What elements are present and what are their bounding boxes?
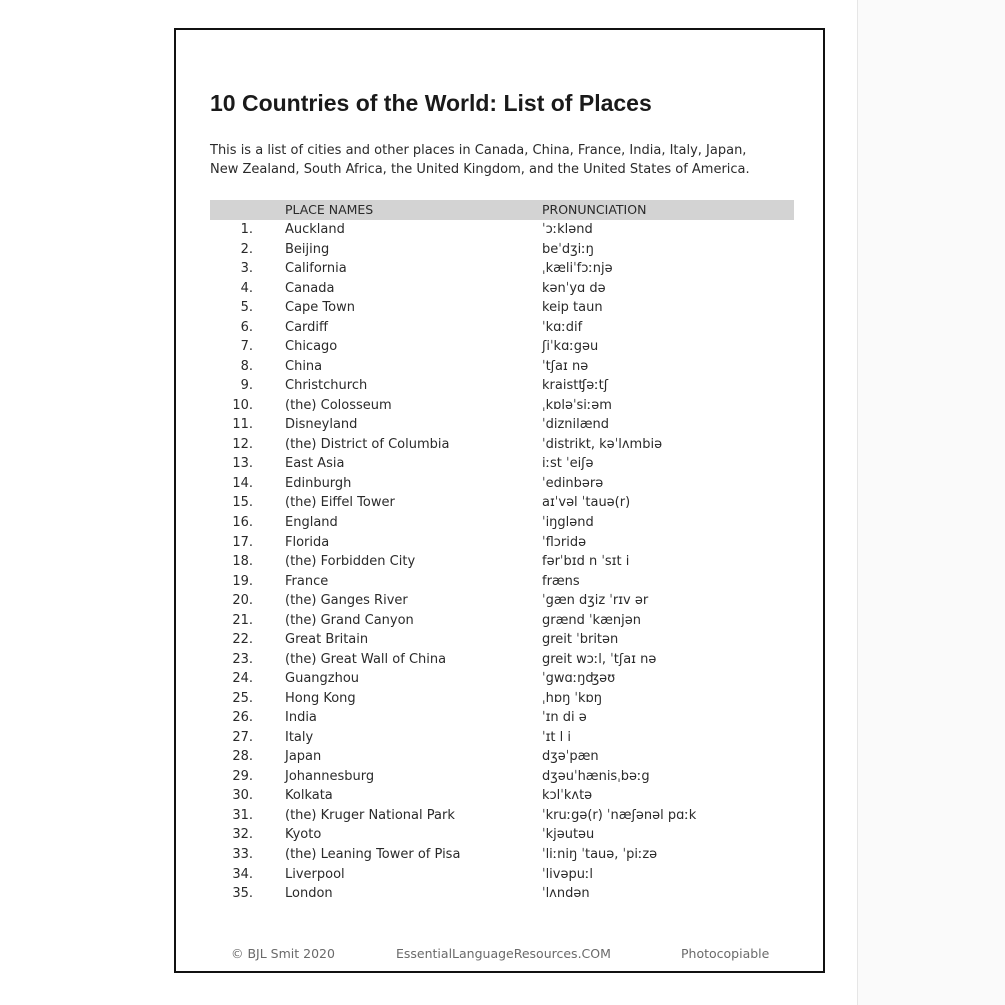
row-number: 14. (232, 475, 253, 491)
place-name: (the) Ganges River (285, 593, 408, 609)
place-name: (the) Leaning Tower of Pisa (285, 847, 461, 862)
row-number: 6. (240, 319, 253, 335)
pronunciation: ˈlʌndən (542, 886, 590, 902)
pronunciation: fərˈbɪd n ˈsɪt i (542, 554, 630, 570)
table-row (210, 454, 794, 474)
pronunciation: ˈlivəpuːl (542, 866, 593, 882)
row-number: 17. (232, 534, 253, 550)
table-row (210, 493, 794, 513)
table-row (210, 806, 794, 826)
table-row (210, 630, 794, 650)
row-number: 11. (232, 417, 253, 433)
table-row (210, 552, 794, 572)
header-pronunciation: PRONUNCIATION (542, 202, 647, 217)
pronunciation: greit ˈbritən (542, 632, 619, 648)
table-row (210, 689, 794, 709)
table-row (210, 767, 794, 787)
row-number: 4. (240, 280, 253, 296)
table-row (210, 376, 794, 396)
table-row (210, 337, 794, 357)
pronunciation: ˌhɒŋ ˈkɒŋ (542, 690, 603, 706)
place-name: Kolkata (285, 788, 333, 804)
table-row (210, 747, 794, 767)
pronunciation: iːst ˈeiʃə (542, 456, 594, 472)
pronunciation: beˈdʒiːŋ (542, 241, 594, 257)
pronunciation: fræns (542, 573, 580, 589)
place-name: Christchurch (285, 378, 368, 394)
pronunciation: ˈflɔridə (542, 534, 587, 550)
pronunciation: dʒəuˈhænisˌbəːg (542, 768, 650, 784)
place-name: Chicago (285, 339, 338, 355)
row-number: 30. (232, 788, 253, 804)
row-number: 35. (232, 886, 253, 902)
row-number: 13. (232, 456, 253, 472)
place-name: China (285, 358, 323, 374)
place-name: California (285, 261, 347, 277)
pronunciation: ˈdistrikt, kəˈlʌmbiə (542, 436, 663, 452)
page-title: 10 Countries of the World: List of Places (210, 90, 652, 116)
row-number: 15. (232, 495, 253, 511)
place-name: Japan (285, 749, 322, 765)
table-row (210, 513, 794, 533)
pronunciation: ˈkjəutəu (542, 827, 595, 843)
row-number: 5. (240, 300, 253, 316)
table-row (210, 728, 794, 748)
row-number: 33. (232, 847, 253, 862)
table-row (210, 435, 794, 455)
places-table (210, 200, 794, 904)
table-row (210, 240, 794, 260)
table-row (210, 669, 794, 689)
table-row (210, 474, 794, 494)
row-number: 34. (232, 866, 253, 882)
table-row (210, 786, 794, 806)
pronunciation: ˈkɑːdif (542, 319, 583, 335)
place-name: (the) Forbidden City (285, 554, 416, 570)
row-number: 3. (240, 261, 253, 277)
place-name: England (285, 514, 338, 530)
place-name: Canada (285, 280, 335, 296)
place-name: Disneyland (285, 417, 358, 433)
place-name: Cape Town (285, 300, 355, 316)
pronunciation: ˈliːniŋ ˈtauə, ˈpiːzə (542, 847, 658, 862)
table-row (210, 220, 794, 240)
row-number: 27. (232, 729, 253, 745)
table-row (210, 357, 794, 377)
row-number: 8. (240, 358, 253, 374)
row-number: 2. (240, 241, 253, 257)
table-row (210, 318, 794, 338)
place-name: (the) Great Wall of China (285, 651, 447, 667)
row-number: 28. (232, 749, 253, 765)
table-row (210, 845, 794, 865)
table-row (210, 825, 794, 845)
intro-paragraph: This is a list of cities and other places in Canada, China, France, India, Italy, Japan, New Zealand, South Africa, the United Kingdom, and the United States of America. (210, 143, 750, 177)
place-name: (the) District of Columbia (285, 436, 450, 452)
row-number: 19. (232, 573, 253, 589)
table-row (210, 708, 794, 728)
place-name: Guangzhou (285, 671, 360, 687)
pronunciation: ˌkæliˈfɔːnjə (542, 261, 613, 277)
pronunciation: ˈgwɑːŋʤəʊ (542, 671, 616, 687)
place-name: Florida (285, 534, 330, 550)
place-name: Liverpool (285, 866, 345, 882)
table-row (210, 884, 794, 904)
pronunciation: keip taun (542, 300, 603, 316)
row-number: 18. (232, 554, 253, 570)
pronunciation: kənˈyɑ də (542, 280, 606, 296)
pronunciation: dʒəˈpæn (542, 749, 599, 765)
pronunciation: grænd ˈkænjən (542, 612, 641, 628)
place-name: Hong Kong (285, 690, 356, 706)
viewer-right-gutter (857, 0, 1005, 1005)
row-number: 20. (232, 593, 253, 609)
place-name: India (285, 710, 317, 726)
footer-website: EssentialLanguageResources.COM (396, 946, 611, 961)
place-name: Edinburgh (285, 475, 352, 491)
table-row (210, 865, 794, 885)
footer-photocopiable: Photocopiable (681, 946, 770, 961)
place-name: (the) Kruger National Park (285, 807, 455, 823)
place-name: France (285, 573, 329, 589)
row-number: 32. (232, 827, 253, 843)
pronunciation: ˈɔːklənd (542, 222, 593, 237)
pronunciation: ˈtʃaɪ nə (542, 358, 589, 374)
place-name: East Asia (285, 456, 345, 472)
row-number: 23. (232, 651, 253, 667)
table-body (210, 220, 794, 904)
place-name: Kyoto (285, 827, 322, 843)
row-number: 31. (232, 807, 253, 823)
pronunciation: ˈkruːgə(r) ˈnæʃənəl pɑːk (542, 807, 697, 823)
row-number: 9. (240, 378, 253, 394)
footer-copyright: © BJL Smit 2020 (231, 946, 335, 961)
row-number: 12. (232, 436, 253, 452)
place-name: Auckland (285, 222, 345, 237)
pronunciation: kraistʧəːtʃ (542, 378, 609, 394)
row-number: 22. (232, 632, 253, 648)
place-name: (the) Grand Canyon (285, 612, 414, 628)
row-number: 16. (232, 514, 253, 530)
row-number: 24. (232, 671, 253, 687)
pronunciation: ˈɪn di ə (542, 710, 587, 726)
header-place-names: PLACE NAMES (285, 202, 374, 217)
worksheet-page (174, 28, 825, 973)
table-row (210, 572, 794, 592)
pronunciation: ˈedinbərə (542, 475, 604, 491)
table-row (210, 591, 794, 611)
table-row (210, 298, 794, 318)
row-number: 26. (232, 710, 253, 726)
place-name: (the) Colosseum (285, 397, 392, 413)
table-row (210, 279, 794, 299)
pronunciation: kɔlˈkʌtə (542, 788, 593, 804)
table-row (210, 259, 794, 279)
pronunciation: ˈdiznilænd (542, 417, 609, 433)
row-number: 21. (232, 612, 253, 628)
place-name: London (285, 886, 333, 902)
table-row (210, 415, 794, 435)
pronunciation: greit wɔːl, ˈtʃaɪ nə (542, 651, 657, 667)
pronunciation: ˈɪt l i (542, 729, 571, 745)
place-name: Great Britain (285, 632, 369, 648)
pronunciation: ˈiŋglənd (542, 514, 594, 530)
table-row (210, 650, 794, 670)
table-row (210, 533, 794, 553)
pronunciation: ʃiˈkɑːgəu (542, 339, 599, 355)
row-number: 29. (232, 768, 253, 784)
place-name: Cardiff (285, 319, 328, 335)
pronunciation: ˈgæn dʒiz ˈrɪv ər (542, 593, 649, 609)
row-number: 10. (232, 397, 253, 413)
place-name: Italy (285, 729, 314, 745)
place-name: Beijing (285, 241, 330, 257)
place-name: Johannesburg (285, 768, 375, 784)
row-number: 7. (240, 339, 253, 355)
pronunciation: aɪˈvəl ˈtauə(r) (542, 495, 631, 511)
place-name: (the) Eiffel Tower (285, 495, 395, 511)
row-number: 1. (240, 222, 253, 237)
table-row (210, 396, 794, 416)
pronunciation: ˌkɒləˈsiːəm (542, 397, 612, 413)
table-row (210, 611, 794, 631)
row-number: 25. (232, 690, 253, 706)
table-header (210, 200, 794, 220)
